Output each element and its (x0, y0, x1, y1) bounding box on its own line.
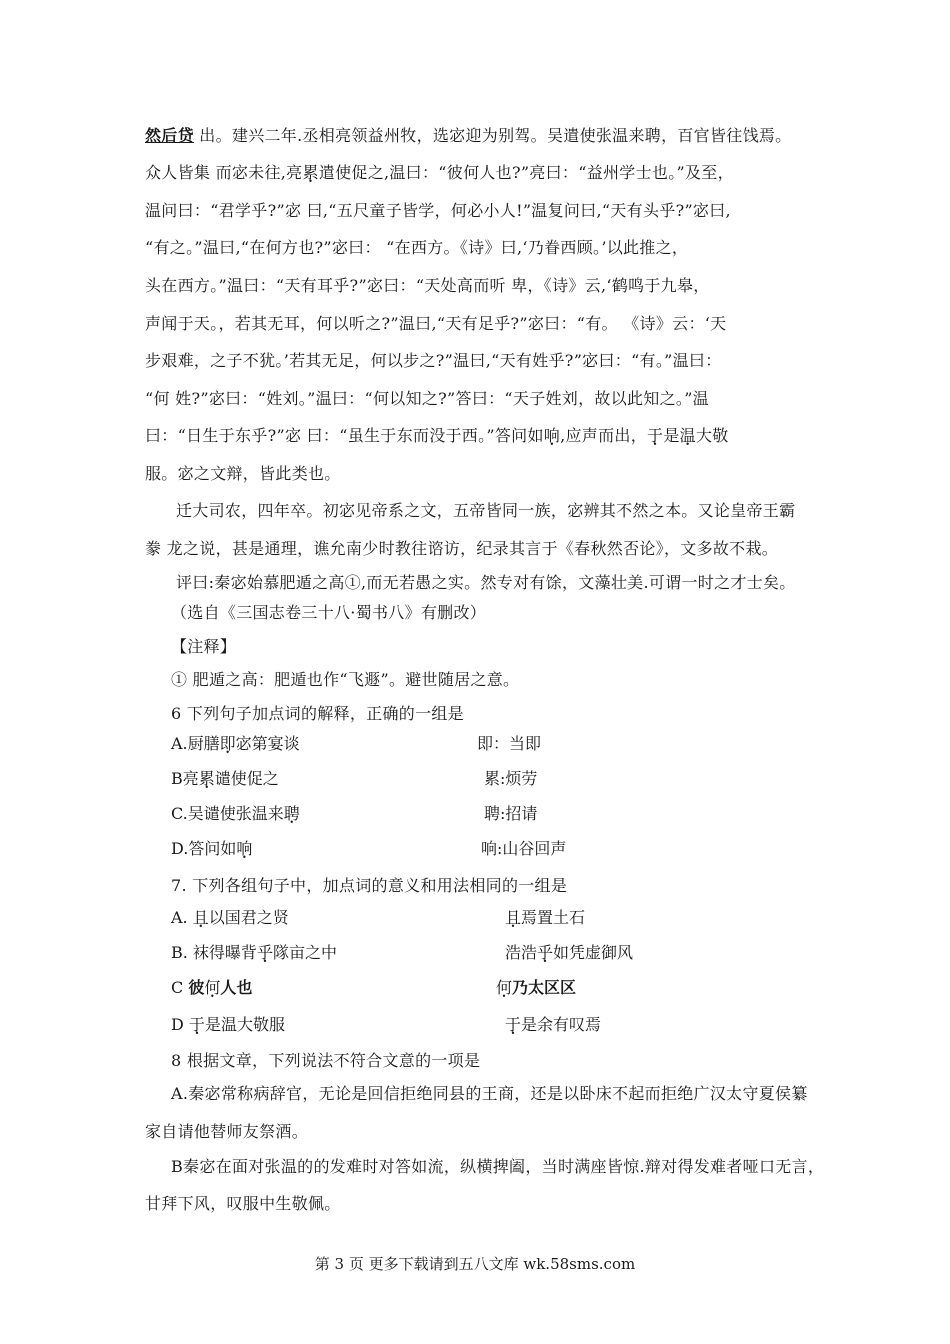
q6-option-c-gloss: 聘:招请 (484, 804, 538, 823)
text: B. 袜得曝背 (171, 943, 257, 962)
dotted-word: 即 (219, 734, 236, 753)
text: 谴使促之 (214, 769, 279, 788)
text: 宓第宴谈 (235, 734, 300, 753)
q7-option-a-left (171, 908, 289, 928)
text: B亮 (171, 769, 199, 788)
text: 如凭虚御风 (553, 943, 634, 962)
dotted-word: 于 (188, 1015, 205, 1034)
passage-line: 服。宓之文辩，皆此类也。 (145, 464, 341, 483)
notes-title: 【注释】 (171, 637, 237, 656)
q6-option-a-gloss: 即：当即 (477, 734, 542, 753)
dotted-word: 响 (543, 426, 561, 445)
dotted-word: 累 (198, 769, 215, 788)
text: 隊亩之中 (272, 943, 337, 962)
passage-line: “何 姓?”宓曰：“姓刘。”温曰：“何以知之?”答曰：“天子姓刘，故以此知之。”温 (145, 389, 709, 408)
dotted-word: 于 (505, 1015, 522, 1034)
passage-line (145, 126, 791, 146)
dotted-word: 累 (302, 163, 319, 182)
text: ,应声而出， (560, 426, 647, 445)
text: 以国君之贤 (208, 908, 289, 927)
dotted-word: 何 (204, 978, 221, 997)
text: C (171, 978, 189, 997)
text: A.厨膳 (171, 734, 220, 753)
bold-word: 乃太区区 (512, 978, 577, 997)
passage-line (145, 426, 729, 446)
passage-line: “有之。”温曰,“在何方也?”宓曰： “在西方。《诗》曰,‘乃眷西顾。’以此推之， (145, 238, 689, 257)
question-7-stem: 7. 下列各组句子中，加点词的意义和用法相同的一组是 (171, 876, 568, 895)
bold-word: 人也 (220, 978, 253, 997)
q7-option-c-right (496, 978, 576, 998)
q6-option-c (171, 804, 300, 824)
q7-option-b-right (505, 943, 633, 963)
source-citation: （选自《三国志卷三十八·蜀书八》有删改） (171, 603, 487, 622)
text: 众人皆集 而宓未往,亮 (145, 163, 303, 182)
q7-option-b-left (171, 943, 337, 963)
dotted-word: 乎 (256, 943, 273, 962)
dotted-word: 于 (647, 426, 664, 445)
text: 焉置土石 (521, 908, 586, 927)
passage-line: 豢 龙之说，甚是通理，谯允南少时教往谘访，纪录其言于《春秋然否论》，文多故不栽。 (145, 539, 779, 558)
q6-option-b (171, 769, 279, 789)
text: 出。建兴二年.丞相亮领益州牧，选宓迎为别驾。吴遣使张温来聘，百官皆往饯焉。 (193, 126, 792, 145)
text: 是余有叹焉 (521, 1015, 602, 1034)
commentary-line: 评曰:秦宓始慕肥遁之高①,而无若愚之实。然专对有馀，文藻壮美.可谓一时之才士矣。 (176, 573, 796, 592)
passage-line (145, 163, 734, 183)
dotted-word: 聘 (283, 804, 300, 823)
text: D (171, 1015, 189, 1034)
passage-line: 温问曰：“君学乎?”宓 曰,“五尺童子皆学，何必小人!”温复问曰,“天有头乎?”宓曰, (145, 201, 731, 220)
q6-option-b-gloss: 累:烦劳 (484, 769, 538, 788)
passage-line: 步艰难，之子不犹。’若其无足，何以步之?”温曰,“天有姓乎?”宓曰：“有。”温曰： (145, 351, 722, 370)
note-item: ① 肥遁之高：肥遁也作“飞遯”。避世随居之意。 (171, 670, 520, 689)
page-footer: 第 3 页 更多下载请到五八文库 wk.58sms.com (314, 1255, 636, 1273)
underlined-word: 然后贷 (145, 126, 194, 145)
q6-option-a (171, 734, 300, 754)
text: 是 (663, 426, 680, 445)
dotted-word: 且 (192, 908, 209, 927)
dotted-word: 且 (505, 908, 522, 927)
dotted-word: 温 (679, 426, 696, 445)
text: 遣使促之,温曰：“彼何人也?”亮曰：“益州学士也。”及至， (318, 163, 734, 182)
q8-option-b: B秦宓在面对张温的的发难时对答如流，纵横捭阖，当时满座皆惊.辩对得发难者哑口无言， (171, 1157, 825, 1176)
passage-line: 迁大司农，四年卒。初宓见帝系之文，五帝皆同一族，宓辨其不然之本。又论皇帝王霸 (176, 501, 796, 520)
q8-option-b-cont: 甘拜下风，叹服中生敬佩。 (145, 1194, 341, 1213)
q7-option-a-right (505, 908, 585, 928)
dotted-word: 乎 (537, 943, 554, 962)
dotted-word: 响 (236, 839, 253, 858)
q7-option-d-left (171, 1015, 285, 1035)
text: D.答问如 (171, 839, 237, 858)
q8-option-a: A.秦宓常称病辞官，无论是回信拒绝同县的王商，还是以卧床不起而拒绝广汉太守夏侯纂 (171, 1084, 808, 1103)
text: A. (171, 908, 193, 927)
q7-option-c-left (171, 978, 252, 998)
bold-word: 彼 (188, 978, 205, 997)
dotted-word: 何 (496, 978, 513, 997)
passage-line: 头在西方。”温曰：“天有耳乎?”宓曰：“天处高而听 卑，《诗》云,‘鹤鸣于九皋， (145, 276, 710, 295)
q6-option-d-gloss: 响:山谷回声 (481, 839, 567, 858)
text: 大敬 (695, 426, 729, 445)
q6-option-d (171, 839, 252, 859)
q7-option-d-right (505, 1015, 601, 1035)
q8-option-a-cont: 家自请他替师友祭酒。 (145, 1122, 309, 1141)
text: 是温大敬服 (204, 1015, 285, 1034)
text: 曰：“日生于东乎?”宓 曰：“虽生于东而没于西。”答问如 (145, 426, 544, 445)
text: C.吴谴使张温来 (171, 804, 284, 823)
text: 浩浩 (505, 943, 538, 962)
question-6-stem: 6 下列句子加点词的解释，正确的一组是 (171, 704, 464, 723)
passage-line: 声闻于天。，若其无耳，何以听之?”温曰,“天有足乎?”宓曰：“有。 《诗》云：‘天 (145, 314, 727, 333)
question-8-stem: 8 根据文章，下列说法不符合文意的一项是 (171, 1051, 481, 1070)
